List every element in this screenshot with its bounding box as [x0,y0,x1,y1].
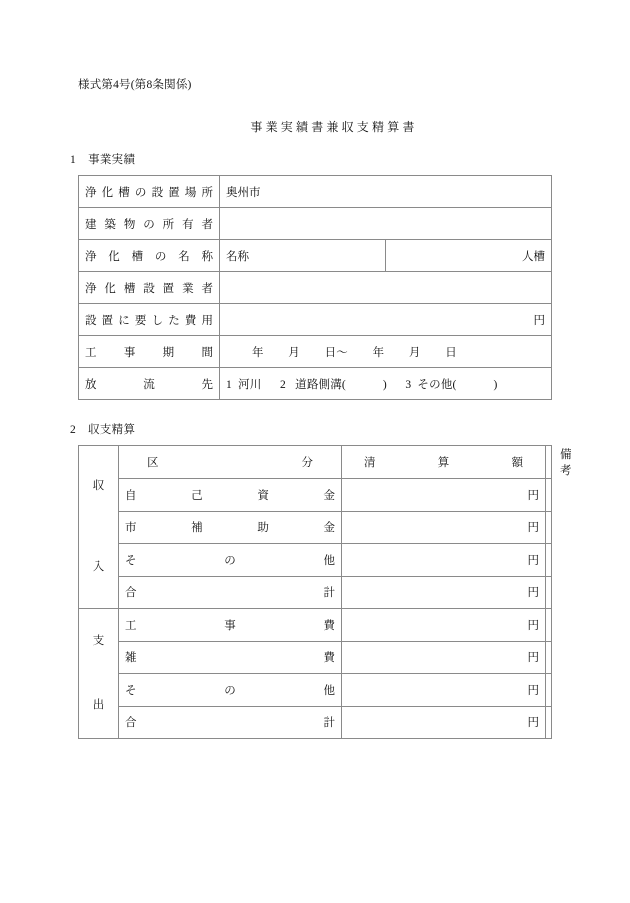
income-row-note-0[interactable] [546,479,552,512]
income-row-note-3[interactable] [546,576,552,609]
table-row [79,511,552,544]
expense-row-amount-2[interactable]: 円 [342,674,546,707]
table-header-row [79,446,552,479]
row-label-gyosha: 浄化槽設置業者 [79,272,220,304]
column-header-kubun: 区分 [119,446,342,479]
row-label-meisho: 浄化槽の名称 [79,240,220,272]
income-row-label-1: 市補助金 [119,511,342,544]
column-header-note: 備考 [546,446,552,479]
row-label-kouki: 工事期間 [79,336,220,368]
table-row [79,304,552,336]
group-label-income-char-1: 収 [92,480,105,493]
income-row-amount-2[interactable]: 円 [342,544,546,577]
table-row [79,336,552,368]
outflow-options-text: 1 河川 2 道路側溝( ) 3 その他( ) [226,378,498,391]
section-2-heading [70,421,135,437]
table-row [79,706,552,739]
group-label-income-char-2: 入 [92,561,105,574]
document-title: 事業実績書兼収支精算書 [250,120,418,134]
row-value-ninsou[interactable]: 人槽 [386,240,552,272]
row-value-setchi-basho[interactable]: 奥州市 [220,176,552,208]
income-row-amount-3[interactable]: 円 [342,576,546,609]
income-row-note-2[interactable] [546,544,552,577]
expense-row-amount-3[interactable]: 円 [342,706,546,739]
table-row [79,674,552,707]
table-row [79,576,552,609]
expense-row-label-1: 雑費 [119,641,342,674]
table-row [79,641,552,674]
row-label-setchi-basho: 浄化槽の設置場所 [79,176,220,208]
expense-row-note-2[interactable] [546,674,552,707]
income-row-note-1[interactable] [546,511,552,544]
table-row [79,609,552,642]
table-row [79,272,552,304]
column-header-amount: 清算額 [342,446,546,479]
table-row [79,208,552,240]
section-1-label: 事業実績 [88,154,136,166]
section-1-number: 1 [70,154,77,166]
expense-row-label-3: 合計 [119,706,342,739]
expense-row-amount-1[interactable]: 円 [342,641,546,674]
table-row [79,176,552,208]
table-row [79,240,552,272]
expense-row-amount-0[interactable]: 円 [342,609,546,642]
expense-row-note-3[interactable] [546,706,552,739]
row-value-hiyou[interactable]: 円 [220,304,552,336]
table-row [79,368,552,400]
expense-row-note-1[interactable] [546,641,552,674]
income-row-label-0: 自己資金 [119,479,342,512]
row-value-houryusaki[interactable] [220,368,552,400]
row-value-gyosha[interactable] [220,272,552,304]
expense-row-note-0[interactable] [546,609,552,642]
row-value-meisho[interactable]: 名称 [220,240,386,272]
income-row-amount-1[interactable]: 円 [342,511,546,544]
row-value-shoyusha[interactable] [220,208,552,240]
income-row-label-2: その他 [119,544,342,577]
section-2-label: 収支精算 [88,424,136,436]
row-value-kouki[interactable] [220,336,552,368]
expense-row-label-2: その他 [119,674,342,707]
group-label-expense-char-1: 支 [92,634,105,647]
group-label-expense [79,609,119,739]
row-label-shoyusha: 建築物の所有者 [79,208,220,240]
section-1-heading [70,151,135,167]
table-row [79,544,552,577]
construction-period-text: 年 月 日～ 年 月 日 [252,346,457,359]
row-label-hiyou: 設置に要した費用 [79,304,220,336]
income-row-amount-0[interactable]: 円 [342,479,546,512]
expense-row-label-0: 工事費 [119,609,342,642]
business-results-table [78,175,552,400]
row-label-houryusaki: 放流先 [79,368,220,400]
section-2-number: 2 [70,424,77,436]
settlement-table [78,445,572,739]
group-label-expense-char-2: 出 [92,699,105,712]
form-number: 様式第4号(第8条関係) [78,79,192,91]
table-row [79,479,552,512]
income-row-label-3: 合計 [119,576,342,609]
group-label-income [79,446,119,609]
